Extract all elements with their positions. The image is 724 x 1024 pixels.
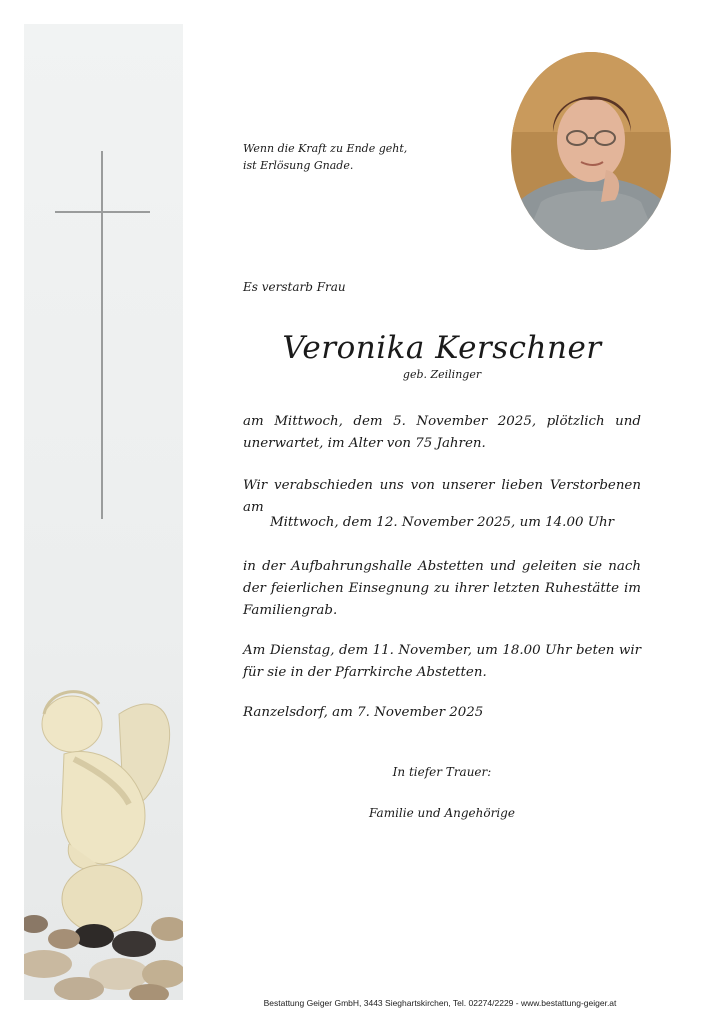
footer-funeral-home: Bestattung Geiger GmbH, 3443 Sieghartskirchen, Tel. 02274/2229 - www.bestattung-geiger.at xyxy=(263,998,617,1008)
decorative-side-strip xyxy=(24,24,183,1000)
family-line: Familie und Angehörige xyxy=(369,806,515,820)
prayer-paragraph: Am Dienstag, dem 11. November, um 18.00 Uhr beten wir für sie in der Pfarrkirche Abstetten. xyxy=(243,643,641,680)
portrait-photo xyxy=(511,52,671,250)
deceased-name: Veronika Kerschner xyxy=(282,330,602,366)
motto-quote xyxy=(243,140,407,174)
farewell-paragraph: Wir verabschieden uns von unserer lieben Verstorbenen am xyxy=(243,478,641,515)
cross-icon-vertical xyxy=(101,151,103,519)
death-paragraph: am Mittwoch, dem 5. November 2025, plötzlich und unerwartet, im Alter von 75 Jahren. xyxy=(243,414,641,451)
ceremony-paragraph: in der Aufbahrungshalle Abstetten und geleiten sie nach der feierlichen Einsegnung zu ihrer letzten Ruhestätte im Familiengrab. xyxy=(243,559,641,618)
motto-line-2: ist Erlösung Gnade. xyxy=(243,159,354,172)
angel-figurine-image xyxy=(24,674,183,1000)
funeral-date: Mittwoch, dem 12. November 2025, um 14.00 Uhr xyxy=(269,515,615,530)
intro-text: Es verstarb Frau xyxy=(243,280,346,294)
place-date: Ranzelsdorf, am 7. November 2025 xyxy=(243,705,484,720)
birth-name: geb. Zeilinger xyxy=(402,368,482,381)
motto-line-1: Wenn die Kraft zu Ende geht, xyxy=(243,142,408,155)
mourning-line: In tiefer Trauer: xyxy=(392,765,492,779)
cross-icon-horizontal xyxy=(55,211,150,213)
